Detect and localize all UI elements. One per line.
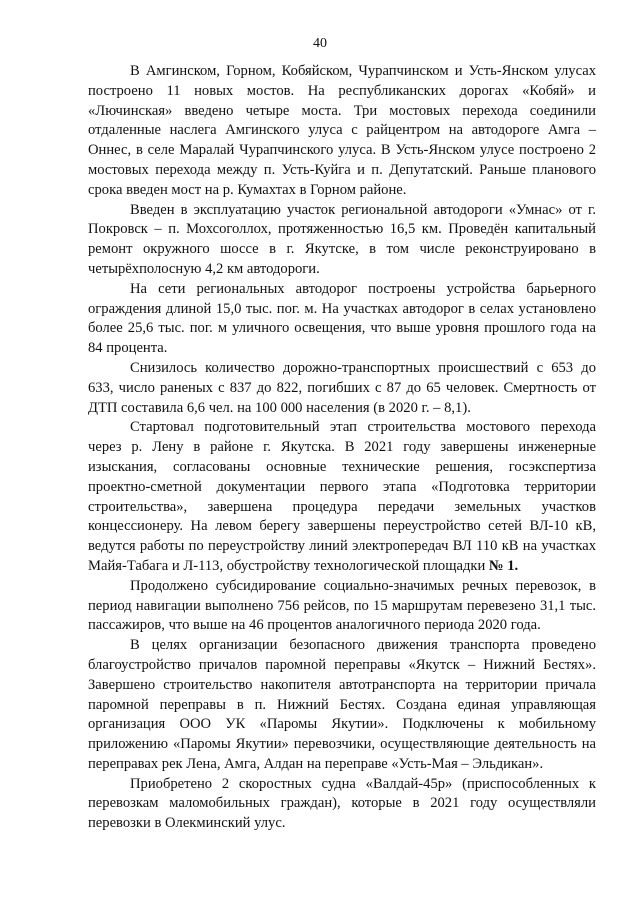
paragraph-high-speed-vessels: Приобретено 2 скоростных судна «Валдай-45р» (приспособленных к перевозкам маломобильных граждан), которые в 2021 году осуществляли перевозки в Олекминский улус. <box>88 775 596 832</box>
paragraph-bridges: В Амгинском, Горном, Кобяйском, Чурапчинском и Усть-Янском улусах построено 11 новых мостов. На республиканских дорогах «Кобяй» и «Лючинская» введено четыре моста. Три мостовых перехода соединили отдаленные наслега Амгинского улуса с райцентром на автодороге Амга – Оннес, в селе Маралай Чурапчинского улуса. В Усть-Янском улусе построено 2 мостовых перехода между п. Усть-Куйга и п. Депутатский. Раньше планового срока введен мост на р. Кумахтах в Горном районе. <box>88 63 596 198</box>
paragraph-umnas-road: Введен в эксплуатацию участок региональной автодороги «Умнас» от г. Покровск – п. Мохсоголлох, протяженностью 16,5 км. Проведён капитальный ремонт окружного шоссе в г. Якутске, в том числе реконструировано в четырёхполосную 4,2 км автодороги. <box>88 201 596 277</box>
paragraph-barriers-lighting: На сети региональных автодорог построены устройства барьерного ограждения длиной 15,0 тыс. пог. м. На участках автодорог в селах установлено более 25,6 тыс. пог. м уличного освещения, что выше уровня прошлого года на 84 процента. <box>88 280 596 357</box>
paragraph-river-transport: Продолжено субсидирование социально-значимых речных перевозок, в период навигации выполнено 756 рейсов, по 15 маршрутам перевезено 31,1 тыс. пассажиров, что выше на 46 процентов аналогичного периода 2020 года. <box>88 577 596 634</box>
paragraph-road-accidents: Снизилось количество дорожно-транспортных происшествий с 653 до 633, число раненых с 837 до 822, погибших с 87 до 65 человек. Смертность от ДТП составила 6,6 чел. на 100 000 населения (в 2020 г. – 8,1). <box>88 359 596 416</box>
paragraph-lena-bridge <box>88 418 596 576</box>
page-number: 40 <box>313 36 327 51</box>
document-body <box>88 62 596 834</box>
paragraph-lena-bridge-site-number: № 1. <box>488 557 519 574</box>
paragraph-ferry-safety: В целях организации безопасного движения транспорта проведено благоустройство причалов паромной переправы «Якутск – Нижний Бестях». Завершено строительство накопителя автотранспорта на территории причала паромной переправы в п. Нижний Бестях. Создана единая управляющая организация ООО УК «Паромы Якутии». Подключены к мобильному приложению «Паромы Якутии» перевозчики, осуществляющие деятельность на переправах рек Лена, Амга, Алдан на переправе «Усть-Мая – Эльдикан». <box>88 637 596 772</box>
paragraph-lena-bridge-text: Стартовал подготовительный этап строительства мостового перехода через р. Лену в районе г. Якутска. В 2021 году завершены инженерные изыскания, согласованы основные технические решения, госэкспертиза проектно-сметной документации первого этапа «Подготовка территории строительства», завершена процедура передачи земельных участков концессионеру. На левом берегу завершены переустройство сетей ВЛ-10 кВ, ведутся работы по переустройству линий электропередач ВЛ 110 кВ на участках Майя-Табага и Л-113, обустройству технологической площадки <box>88 419 596 574</box>
